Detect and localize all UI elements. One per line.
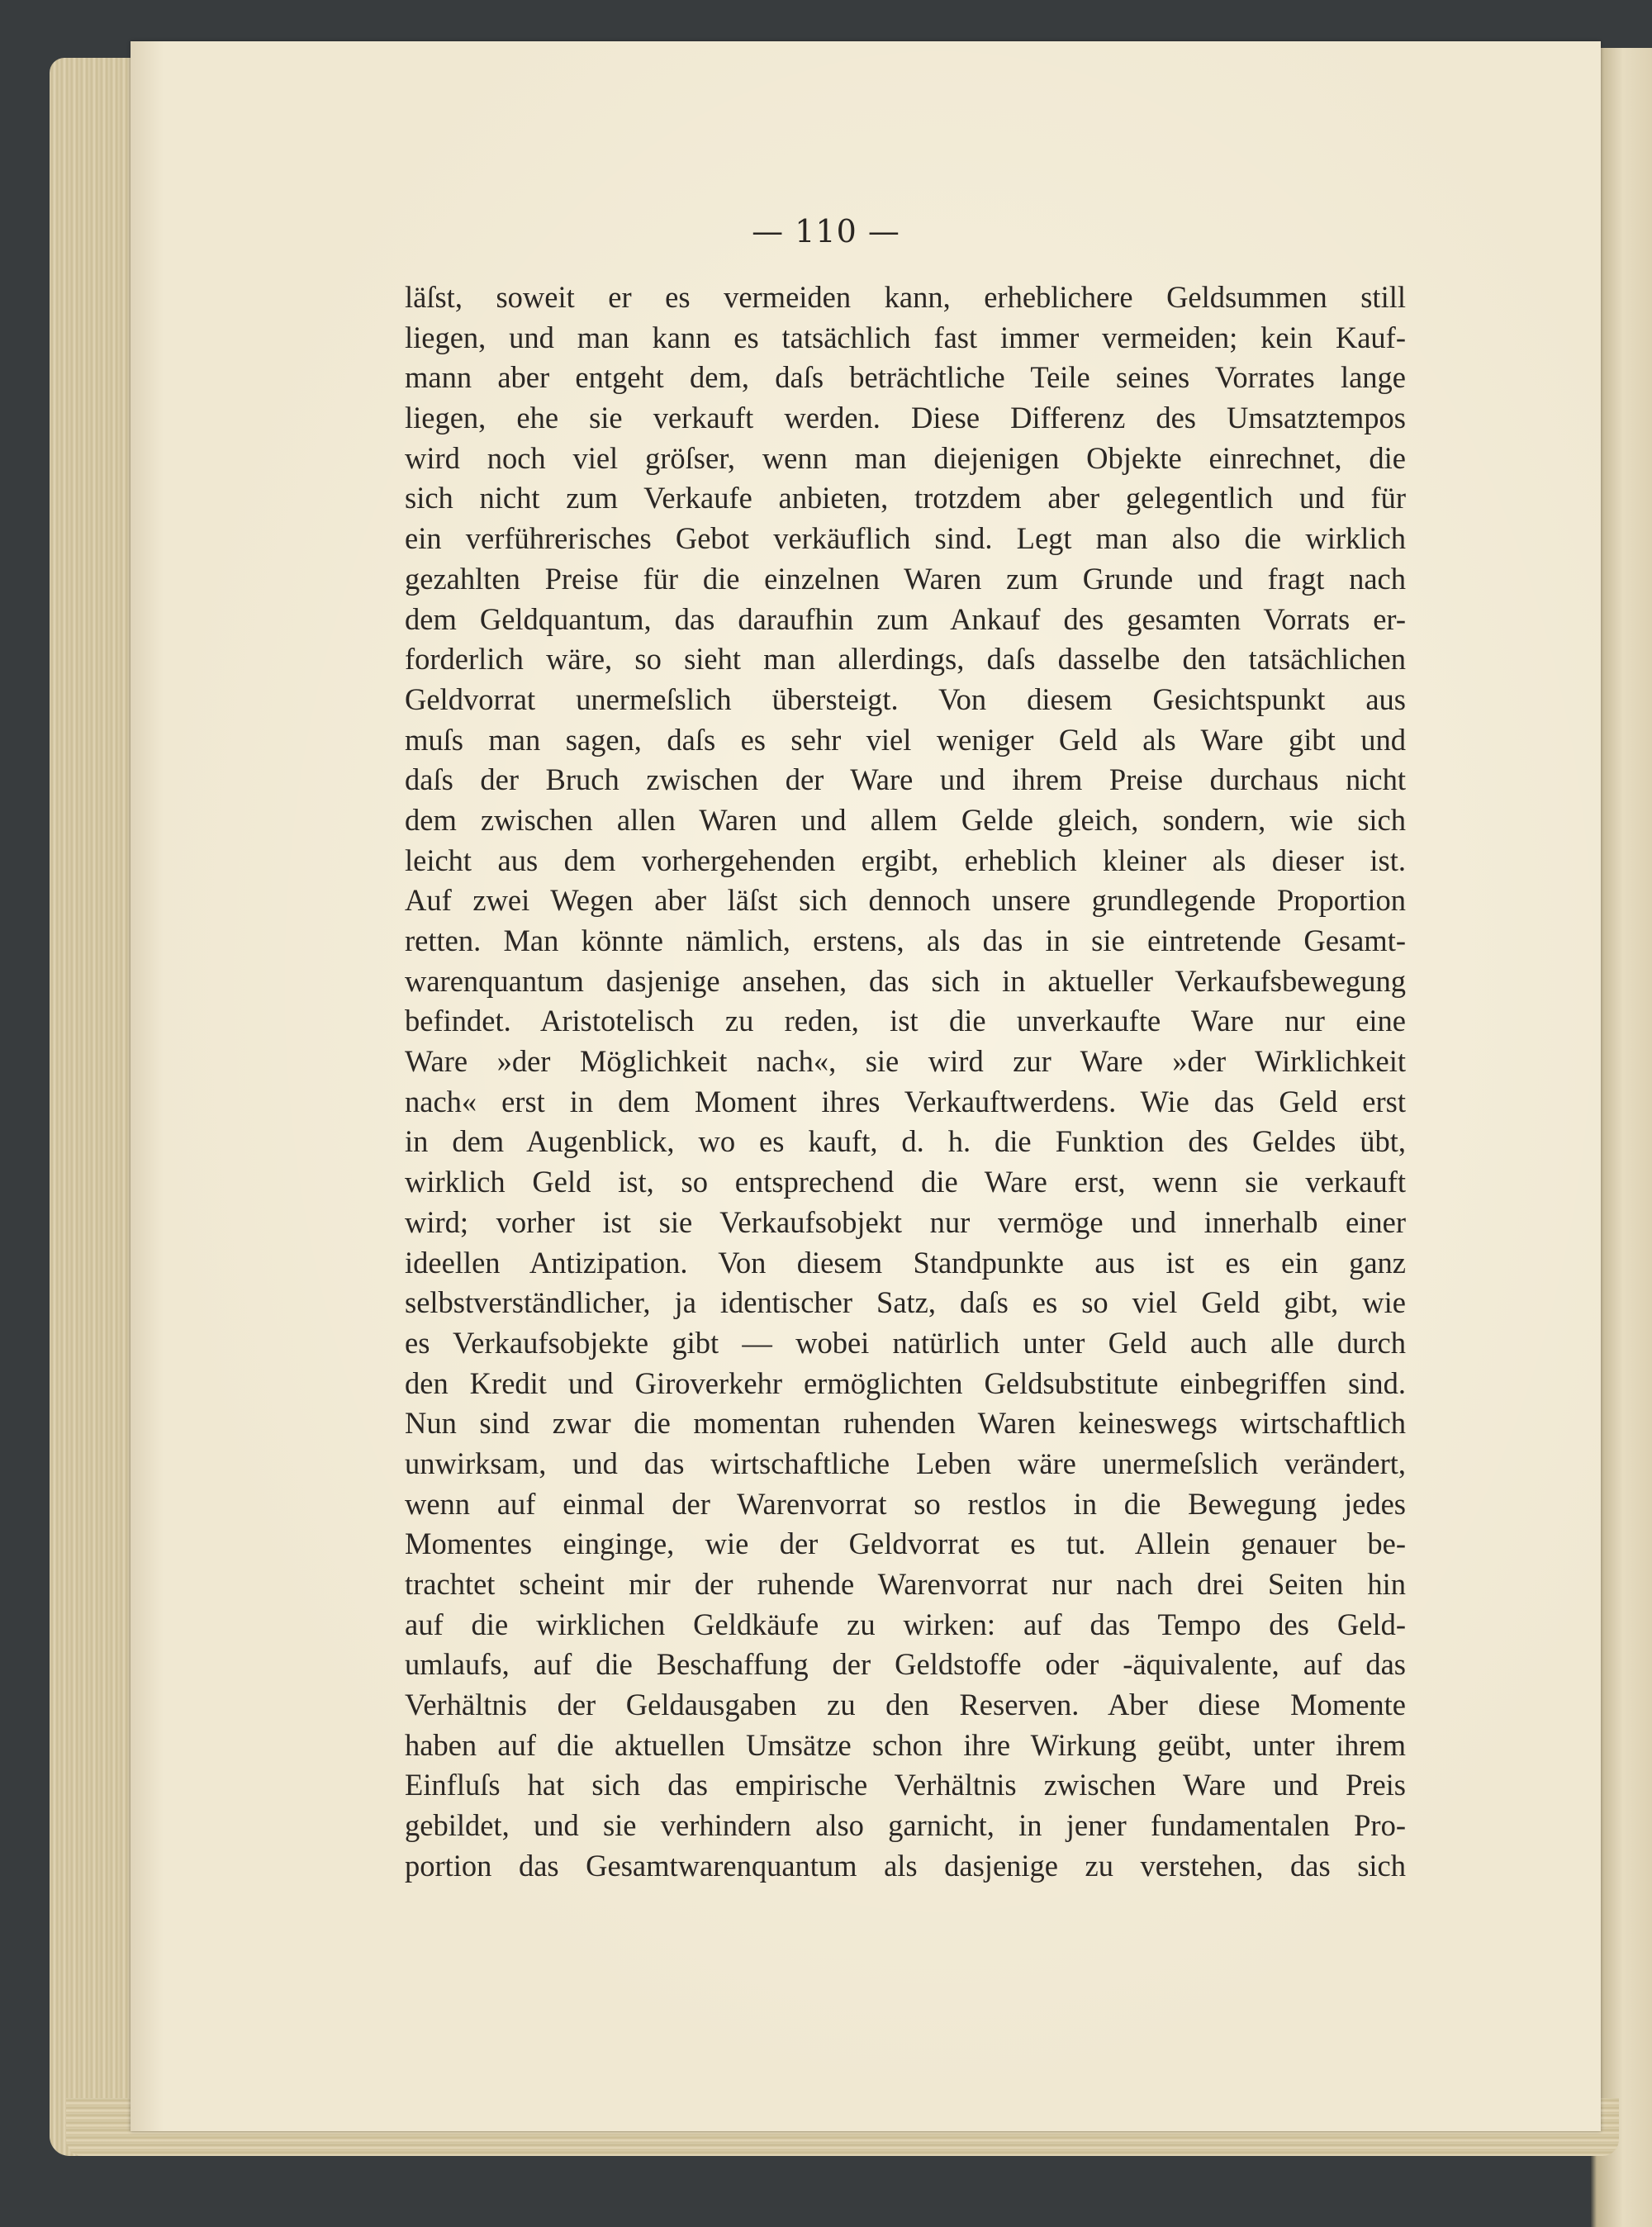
text-line: retten. Man könnte nämlich, erstens, als das in sie eintretende Gesamt- <box>405 924 1406 957</box>
text-line: leicht aus dem vorhergehenden ergibt, erheblich kleiner als dieser ist. <box>405 843 1406 877</box>
text-line: wirklich Geld ist, so entsprechend die Ware erst, wenn sie verkauft <box>405 1165 1406 1199</box>
text-line: liegen, und man kann es tatsächlich fast immer vermeiden; kein Kauf- <box>405 320 1406 354</box>
text-line: es Verkaufsobjekte gibt — wobei natürlich unter Geld auch alle durch <box>405 1325 1406 1360</box>
body-text <box>405 278 1406 1887</box>
text-line: Geldvorrat unermeſslich übersteigt. Von diesem Gesichtspunkt aus <box>405 681 1406 716</box>
text-line: auf die wirklichen Geldkäufe zu wirken: auf das Tempo des Geld- <box>405 1607 1406 1641</box>
text-line: Ware »der Möglichkeit nach«, sie wird zur Ware »der Wirklichkeit <box>405 1044 1406 1079</box>
text-line: befindet. Aristotelisch zu reden, ist die unverkaufte Ware nur eine <box>405 1004 1406 1038</box>
text-line: portion das Gesamtwarenquantum als dasjenige zu verstehen, das sich <box>405 1848 1406 1883</box>
text-line: Einfluſs hat sich das empirische Verhältnis zwischen Ware und Preis <box>405 1768 1406 1802</box>
text-line: läſst, soweit er es vermeiden kann, erheblichere Geldsummen still <box>405 280 1406 314</box>
text-line: Momentes einginge, wie der Geldvorrat es tut. Allein genauer be- <box>405 1527 1406 1561</box>
text-line: sich nicht zum Verkaufe anbieten, trotzdem aber gelegentlich und für <box>405 481 1406 515</box>
text-line: umlaufs, auf die Beschaffung der Geldstoffe oder -äquivalente, auf das <box>405 1647 1406 1682</box>
text-line: unwirksam, und das wirtschaftliche Leben wäre unermeſslich verändert, <box>405 1446 1406 1480</box>
text-line: daſs der Bruch zwischen der Ware und ihrem Preise durchaus nicht <box>405 762 1406 797</box>
text-line: wird noch viel gröſser, wenn man diejenigen Objekte einrechnet, die <box>405 440 1406 475</box>
text-line: warenquantum dasjenige ansehen, das sich in aktueller Verkaufsbewegung <box>405 963 1406 998</box>
text-line: wenn auf einmal der Warenvorrat so restlos in die Bewegung jedes <box>405 1486 1406 1521</box>
text-line: den Kredit und Giroverkehr ermöglichten Geldsubstitute einbegriffen sind. <box>405 1365 1406 1400</box>
text-line: haben auf die aktuellen Umsätze schon ihre Wirkung geübt, unter ihrem <box>405 1727 1406 1762</box>
text-line: dem zwischen allen Waren und allem Gelde gleich, sondern, wie sich <box>405 802 1406 837</box>
text-line: Verhältnis der Geldausgaben zu den Reserven. Aber diese Momente <box>405 1688 1406 1722</box>
page-number: — 110 — <box>752 213 900 249</box>
text-line: gebildet, und sie verhindern also garnicht, in jener fundamentalen Pro- <box>405 1808 1406 1843</box>
text-line: forderlich wäre, so sieht man allerdings, daſs dasselbe den tatsächlichen <box>405 642 1406 677</box>
text-line: dem Geldquantum, das daraufhin zum Ankauf des gesamten Vorrats er- <box>405 601 1406 636</box>
text-line: muſs man sagen, daſs es sehr viel weniger Geld als Ware gibt und <box>405 722 1406 757</box>
text-line: liegen, ehe sie verkauft werden. Diese Differenz des Umsatztempos <box>405 401 1406 435</box>
text-line: Nun sind zwar die momentan ruhenden Waren keineswegs wirtschaftlich <box>405 1406 1406 1441</box>
text-line: trachtet scheint mir der ruhende Warenvorrat nur nach drei Seiten hin <box>405 1567 1406 1601</box>
text-line: mann aber entgeht dem, daſs beträchtliche Teile seines Vorrates lange <box>405 360 1406 395</box>
text-line: selbstverständlicher, ja identischer Satz, daſs es so viel Geld gibt, wie <box>405 1285 1406 1320</box>
text-line: in dem Augenblick, wo es kauft, d. h. die Funktion des Geldes übt, <box>405 1124 1406 1159</box>
text-line: nach« erst in dem Moment ihres Verkauftwerdens. Wie das Geld erst <box>405 1084 1406 1118</box>
text-line: ein verführerisches Gebot verkäuflich sind. Legt man also die wirklich <box>405 521 1406 556</box>
text-line: wird; vorher ist sie Verkaufsobjekt nur vermöge und innerhalb einer <box>405 1204 1406 1239</box>
text-line: Auf zwei Wegen aber läſst sich dennoch unsere grundlegende Proportion <box>405 883 1406 918</box>
text-line: gezahlten Preise für die einzelnen Waren zum Grunde und fragt nach <box>405 561 1406 596</box>
text-line: ideellen Antizipation. Von diesem Standpunkte aus ist es ein ganz <box>405 1245 1406 1280</box>
